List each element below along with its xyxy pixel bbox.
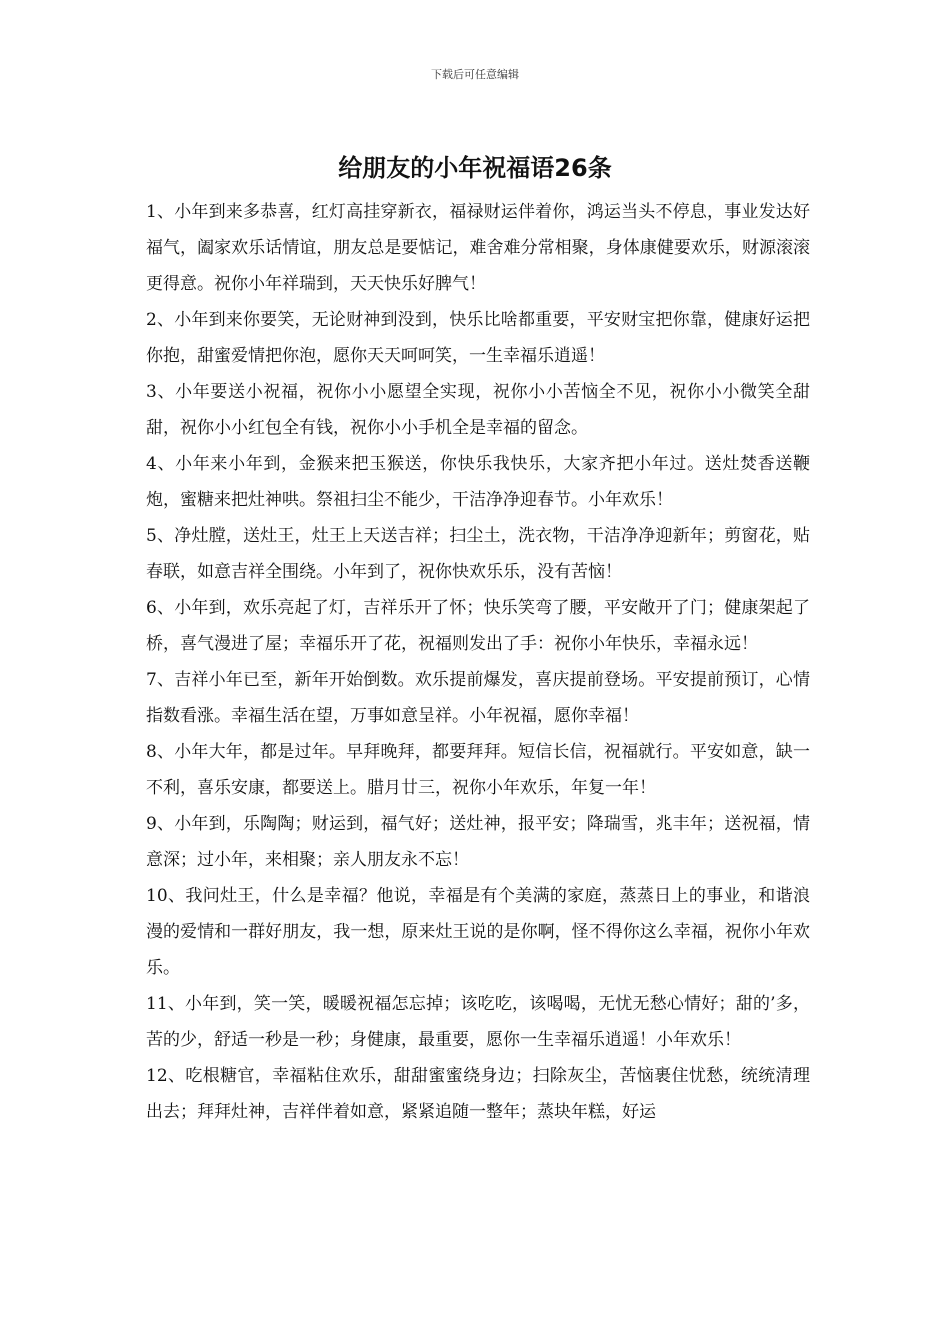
paragraph-10: 10、我问灶王，什么是幸福？他说，幸福是有个美满的家庭，蒸蒸日上的事业，和谐浪漫的爱情和一群好朋友，我一想，原来灶王说的是你啊，怪不得你这么幸福，祝你小年欢乐。 bbox=[146, 886, 810, 978]
paragraph-4: 4、小年来小年到，金猴来把玉猴送，你快乐我快乐，大家齐把小年过。送灶焚香送鞭炮，蜜糖来把灶神哄。祭祖扫尘不能少，干洁净净迎春节。小年欢乐！ bbox=[146, 454, 810, 510]
paragraph-12: 12、吃根糖官，幸福粘住欢乐，甜甜蜜蜜绕身边；扫除灰尘，苦恼裹住忧愁，统统清理出去；拜拜灶神，吉祥伴着如意，紧紧追随一整年；蒸块年糕，好运 bbox=[146, 1066, 810, 1122]
document-body bbox=[146, 194, 810, 1130]
paragraph-1: 1、小年到来多恭喜，红灯高挂穿新衣，福禄财运伴着你，鸿运当头不停息，事业发达好福气，阖家欢乐话情谊，朋友总是要惦记，难舍难分常相聚，身体康健要欢乐，财源滚滚更得意。祝你小年祥瑞到，天天快乐好脾气！ bbox=[146, 202, 810, 294]
paragraph-5: 5、净灶膛，送灶王，灶王上天送吉祥；扫尘土，洗衣物，干洁净净迎新年；剪窗花，贴春联，如意吉祥全围绕。小年到了，祝你快欢乐乐，没有苦恼！ bbox=[146, 526, 810, 582]
paragraph-6: 6、小年到，欢乐亮起了灯，吉祥乐开了怀；快乐笑弯了腰，平安敞开了门；健康架起了桥，喜气漫进了屋；幸福乐开了花，祝福则发出了手：祝你小年快乐，幸福永远！ bbox=[146, 598, 810, 654]
paragraph-2: 2、小年到来你要笑，无论财神到没到，快乐比啥都重要，平安财宝把你靠，健康好运把你抱，甜蜜爱情把你泡，愿你天天呵呵笑，一生幸福乐逍遥！ bbox=[146, 310, 810, 366]
paragraph-8: 8、小年大年，都是过年。早拜晚拜，都要拜拜。短信长信，祝福就行。平安如意，缺一不利，喜乐安康，都要送上。腊月廿三，祝你小年欢乐，年复一年！ bbox=[146, 742, 810, 798]
paragraph-9: 9、小年到，乐陶陶；财运到，福气好；送灶神，报平安；降瑞雪，兆丰年；送祝福，情意深；过小年，来相聚；亲人朋友永不忘！ bbox=[146, 814, 810, 870]
paragraph-3: 3、小年要送小祝福，祝你小小愿望全实现，祝你小小苦恼全不见，祝你小小微笑全甜甜，祝你小小红包全有钱，祝你小小手机全是幸福的留念。 bbox=[146, 382, 810, 438]
document-title: 给朋友的小年祝福语26条 bbox=[338, 154, 612, 182]
page-header-note: 下载后可任意编辑 bbox=[431, 68, 519, 81]
paragraph-7: 7、吉祥小年已至，新年开始倒数。欢乐提前爆发，喜庆提前登场。平安提前预订，心情指数看涨。幸福生活在望，万事如意呈祥。小年祝福，愿你幸福！ bbox=[146, 670, 810, 726]
paragraph-11: 11、小年到，笑一笑，暖暖祝福怎忘掉；该吃吃，该喝喝，无忧无愁心情好；甜的’多，苦的少，舒适一秒是一秒；身健康，最重要，愿你一生幸福乐逍遥！小年欢乐！ bbox=[146, 994, 810, 1050]
